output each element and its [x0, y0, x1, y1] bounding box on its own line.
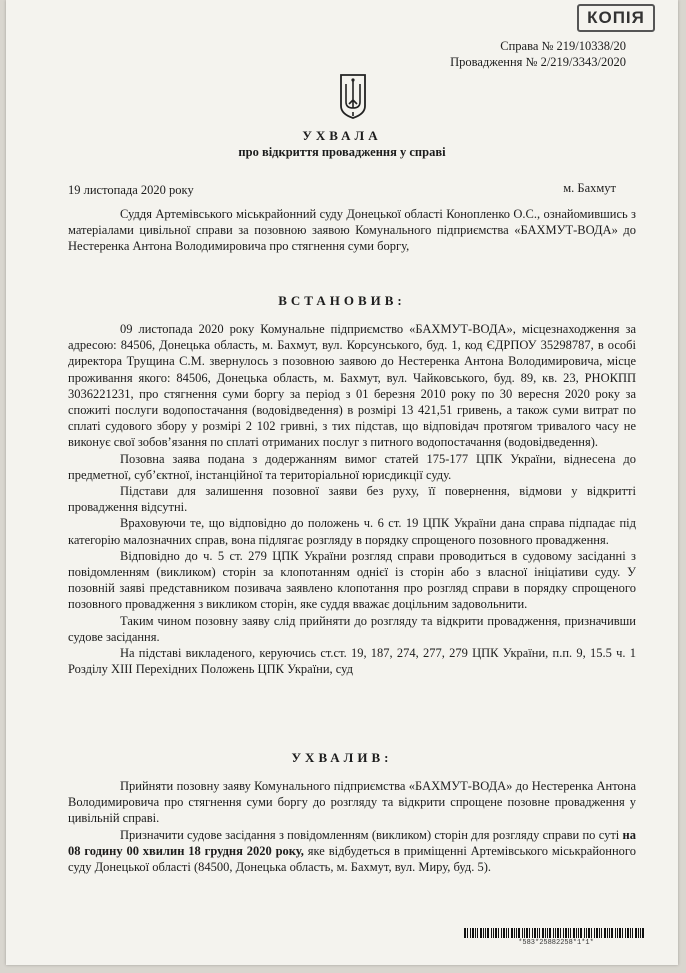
ruled-section — [68, 778, 636, 875]
document-title: УХВАЛА — [302, 128, 382, 143]
established-paragraph: Позовна заява подана з додержанням вимог статей 175-177 ЦПК України, віднесена до предметної, суб’єктної, інстанційної та територіальної юрисдикції суду. — [68, 451, 636, 482]
document-date: 19 листопада 2020 року — [68, 183, 194, 197]
ruled-paragraph: Прийняти позовну заяву Комунального підприємства «БАХМУТ-ВОДА» до Нестеренка Антона Володимировича про стягнення суми боргу до розгляду та відкрити спрощене позовне провадження у цивільній справі. — [68, 779, 636, 826]
established-section — [68, 321, 636, 677]
document-subtitle: про відкриття провадження у справі — [238, 145, 446, 159]
established-paragraph: На підставі викладеного, керуючись ст.ст. 19, 187, 274, 277, 279 ЦПК України, п.п. 9, 15.5 ч. 1 Розділу XIII Перехідних Положень ЦПК України, суд — [68, 646, 636, 677]
established-paragraph: 09 листопада 2020 року Комунальне підприємство «БАХМУТ-ВОДА», місцезнаходження за адресою: 84506, Донецька область, м. Бахмут, вул. Корсунського, буд. 1, код ЄДРПОУ 35298787, в особі директора Трущина С.М. звернулось з позовною заявою до Нестеренка Антона Володимировича, місце проживання якого: 84506, Донецька область, м. Бахмут, вул. Чайковського, буд. 89, кв. 23, РНОКПП 3036221231, про стягнення суми боргу за період з 01 березня 2010 року по 30 вересня 2020 року за спожиті послуги водопостачання (водовідведення) в розмірі 13 421,51 гривень, а також суми витрат по сплаті судового збору у розмірі 2 102 гривні, з тих підстав, що відповідач протягом тривалого часу не виконує свої зобов’язання по сплаті отриманих послуг з питного водопостачання (водовідведення). — [68, 322, 636, 450]
trident-emblem-icon — [338, 72, 368, 120]
case-number: Справа № 219/10338/20 — [500, 39, 626, 53]
established-heading: ВСТАНОВИВ: — [278, 293, 406, 308]
document-page — [6, 0, 678, 965]
established-paragraph: Таким чином позовну заяву слід прийняти до розгляду та відкрити провадження, призначивши судове засідання. — [68, 613, 636, 644]
ruled-heading: УХВАЛИВ: — [291, 750, 393, 765]
document-city: м. Бахмут — [563, 181, 616, 195]
copy-stamp: КОПІЯ — [577, 4, 655, 32]
barcode-number: *583*25882258*1*1* — [518, 939, 594, 947]
established-paragraph: Враховуючи те, що відповідно до положень ч. 6 ст. 19 ЦПК України дана справа підпадає під категорію малозначних справ, вона підлягає розгляду в порядку спрощеного позовного провадження. — [68, 516, 636, 547]
established-paragraph: Підстави для залишення позовної заяви без руху, її повернення, відмови у відкритті провадження відсутні. — [68, 484, 636, 515]
case-number-block — [450, 38, 626, 70]
ruled-paragraph: Призначити судове засідання з повідомленням (викликом) сторін для розгляду справи по суті на 08 годину 00 хвилин 18 грудня 2020 року, яке відбудеться в приміщенні Артемівського міськрайонного суду Донецької області (84500, Донецька область, м. Бахмут, вул. Миру, буд. 5). — [68, 827, 636, 875]
intro-paragraph: Суддя Артемівського міськрайонний суду Донецької області Конопленко О.С., ознайомившись з матеріалами цивільної справи за позовною заявою Комунального підприємства «БАХМУТ-ВОДА» до Нестеренка Антона Володимировича про стягнення суми боргу, — [68, 207, 636, 254]
proceeding-number: Провадження № 2/219/3343/2020 — [450, 55, 626, 69]
barcode-icon — [464, 928, 646, 938]
established-paragraph: Відповідно до ч. 5 ст. 279 ЦПК України розгляд справи проводиться в судовому засіданні з повідомленням (викликом) сторін за клопотанням однієї із сторін або з власної ініціативи суду. У позовній заяві представником позивача заявлено клопотання про розгляд справи в порядку спрощеного позовного провадження з викликом сторін, яке суддя вважає доцільним задовольнити. — [68, 548, 636, 612]
hearing-datetime: на 08 годину 00 хвилин 18 грудня 2020 року, — [68, 827, 636, 858]
